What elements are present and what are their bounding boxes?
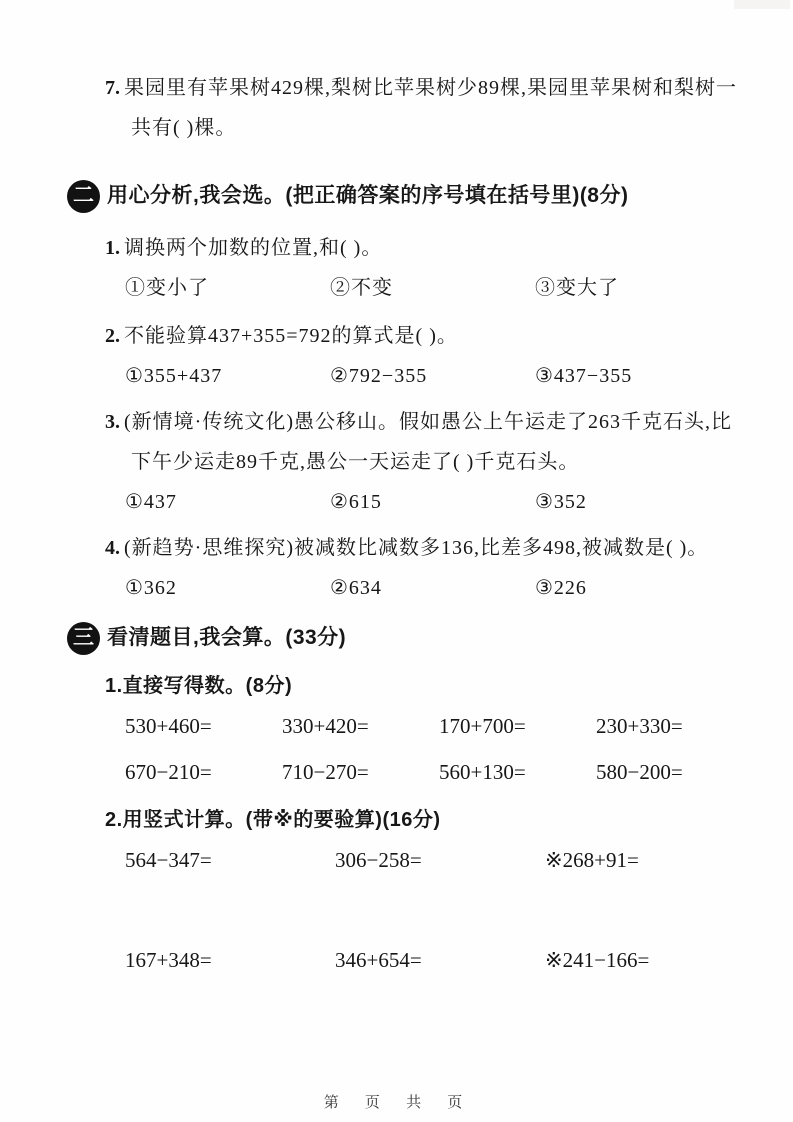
option: ③352 [535,491,587,513]
subsection-3-2-title: 2.用竖式计算。(带※的要验算)(16分) [105,809,441,831]
option: ②不变 [330,277,393,299]
question-2-4-number: 4. [105,537,120,559]
section-three-header [67,618,741,658]
calc-item-starred: ※241−166= [545,948,650,972]
question-2-3-text: (新情境·传统文化)愚公移山。假如愚公上午运走了263千克石头,比下午少运走89千克,愚公一天运走了( )千克石头。 [124,411,732,473]
calc-item: 580−200= [596,760,683,784]
section-two-header [67,176,741,216]
section-three-title: 看清题目,我会算。(33分) [107,626,347,649]
question-2-4 [105,528,741,568]
calc-item-starred: ※268+91= [545,848,639,872]
subsection-3-1-title: 1.直接写得数。(8分) [105,675,293,697]
options-row-2-4 [105,568,741,608]
calc-item: 230+330= [596,714,683,738]
calc-item: 530+460= [125,714,212,738]
option: ③变大了 [535,277,619,299]
question-2-4-text: (新趋势·思维探究)被减数比减数多136,比差多498,被减数是( )。 [124,537,709,559]
question-7-text: 果园里有苹果树429棵,梨树比苹果树少89棵,果园里苹果树和梨树一共有( )棵。 [124,77,737,139]
section-two-title: 用心分析,我会选。(把正确答案的序号填在括号里)(8分) [107,184,629,207]
calc-item: 167+348= [125,948,212,972]
vertical-calc-row-1 [105,840,741,880]
question-2-2-text: 不能验算437+355=792的算式是( )。 [124,325,458,347]
question-2-2 [105,316,741,356]
options-row-2-1 [105,268,741,308]
calc-item: 330+420= [282,714,369,738]
option: ①355+437 [125,365,223,387]
question-2-1 [105,228,741,268]
option: ②634 [330,577,382,599]
scan-artifact [734,0,790,9]
section-three-badge: 三 [67,622,100,655]
question-2-1-number: 1. [105,237,120,259]
calc-item: 560+130= [439,760,526,784]
section-two-badge: 二 [67,180,100,213]
calc-item: 346+654= [335,948,422,972]
question-2-2-number: 2. [105,325,120,347]
question-7-number: 7. [105,77,120,99]
calc-item: 710−270= [282,760,369,784]
page-footer: 第 页 共 页 [323,1094,470,1111]
option: ②615 [330,491,382,513]
option: ①362 [125,577,177,599]
question-2-1-text: 调换两个加数的位置,和( )。 [124,237,383,259]
options-row-2-3 [105,482,741,522]
option: ①变小了 [125,277,209,299]
vertical-calc-row-2 [105,940,741,980]
oral-calc-row-1 [105,706,741,746]
question-2-3-number: 3. [105,411,120,433]
options-row-2-2 [105,356,741,396]
calc-item: 670−210= [125,760,212,784]
question-2-3 [105,402,741,482]
question-7 [105,68,741,148]
calc-item: 564−347= [125,848,212,872]
calc-item: 306−258= [335,848,422,872]
option: ①437 [125,491,177,513]
option: ③226 [535,577,587,599]
oral-calc-row-2 [105,752,741,792]
option: ②792−355 [330,365,428,387]
calc-item: 170+700= [439,714,526,738]
option: ③437−355 [535,365,633,387]
